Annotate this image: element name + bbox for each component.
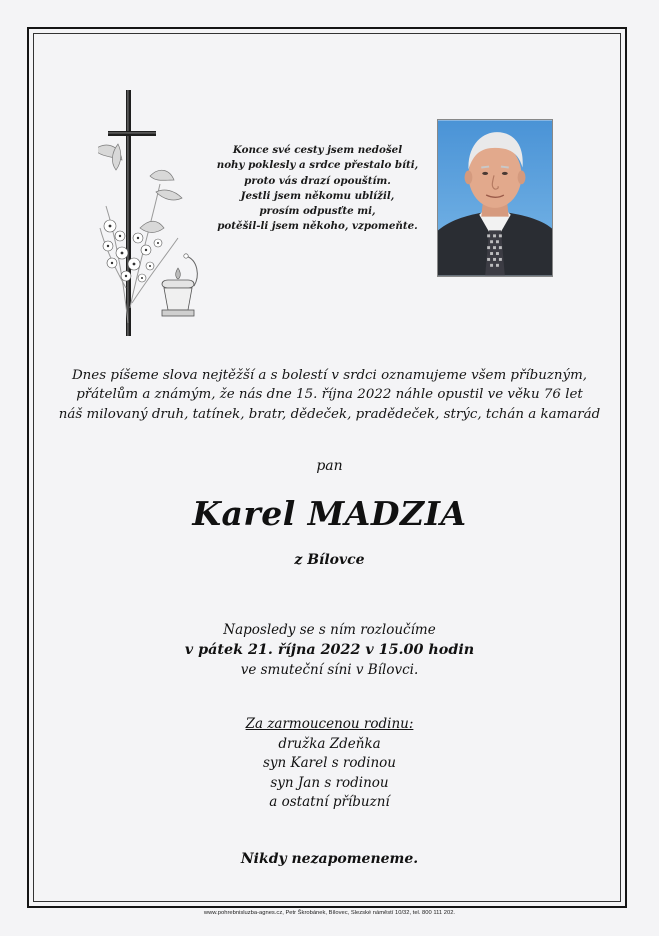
family-heading: Za zarmoucenou rodinu: [245, 716, 414, 732]
announcement-line: Dnes píšeme slova nejtěžší a s bolestí v srdci oznamujeme všem příbuzným, [71, 368, 588, 383]
poem-line: proto vás drazí opouštím. [244, 174, 391, 187]
poem [200, 143, 435, 235]
memorial-candle-icon [162, 254, 197, 316]
salutation: pan [316, 458, 343, 474]
farewell-place: ve smuteční síni v Bílovci. [240, 662, 419, 678]
poem-line: Jestli jsem někomu ublížil, [240, 189, 395, 202]
origin: z Bílovce [294, 552, 365, 568]
poem-line: prosím odpusťte mi, [259, 205, 376, 218]
farewell-info [0, 620, 659, 680]
family-member: syn Karel s rodinou [262, 755, 396, 771]
farewell-date: v pátek 21. října 2022 v 15.00 hodin [184, 642, 475, 658]
family-member: syn Jan s rodinou [270, 774, 389, 791]
farewell-line: Naposledy se s ním rozloučíme [223, 622, 436, 638]
family-member: a ostatní příbuzní [269, 794, 390, 810]
cross-with-lily-icon [98, 88, 208, 338]
poem-line: potěšil-li jsem někoho, vzpomeňte. [217, 220, 418, 233]
footer-imprint: www.pohrebnisluzba-agnes.cz, Petr Škrobánek, Bílovec, Slezské náměstí 10/32, tel. 800 111 202. [203, 910, 456, 916]
announcement-line: náš milovaný druh, tatínek, bratr, dědeček, pradědeček, strýc, tchán a kamarád [58, 406, 601, 422]
announcement [50, 366, 609, 424]
poem-line: nohy poklesly a srdce přestalo bíti, [216, 159, 419, 172]
family-list [0, 715, 659, 813]
deceased-name: Karel MADZIA [192, 494, 467, 533]
family-member: družka Zdeňka [278, 735, 381, 752]
poem-line: Konce své cesty jsem nedošel [232, 144, 403, 156]
portrait-photo [437, 119, 553, 277]
announcement-line: přátelům a známým, že nás dne 15. října 2022 náhle opustil ve věku 76 let [76, 387, 583, 403]
closing-line: Nikdy nezapomeneme. [240, 851, 419, 867]
